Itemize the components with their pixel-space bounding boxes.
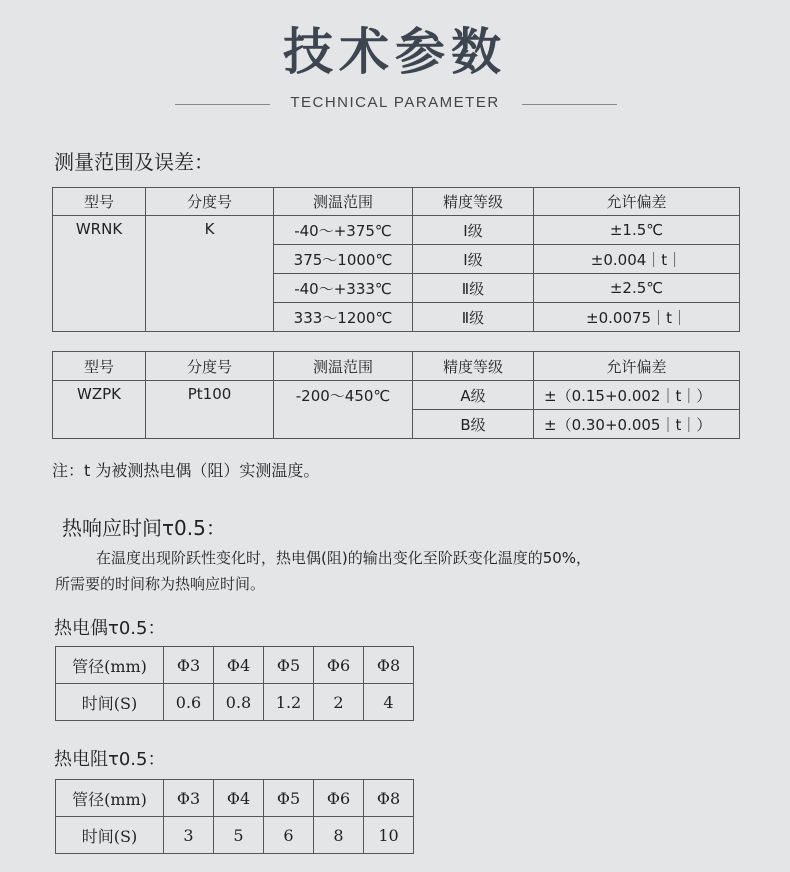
table-row — [56, 780, 414, 817]
range-cell: 375～1000℃ — [274, 245, 413, 274]
time-cell: 5 — [214, 817, 264, 854]
diameter-cell: Φ8 — [364, 647, 414, 684]
subtitle-row — [0, 94, 790, 116]
model-cell: WRNK — [53, 216, 146, 332]
header-range: 测温范围 — [274, 188, 413, 216]
tolerance-cell: ±0.0075｜t｜ — [534, 303, 740, 332]
header-grade: 精度等级 — [413, 188, 534, 216]
rtd-heading: 热电阻τ0.5： — [54, 749, 166, 770]
subtitle-divider-right — [522, 104, 617, 105]
header-index: 分度号 — [146, 188, 274, 216]
table-row — [56, 647, 414, 684]
grade-cell: Ⅰ级 — [413, 245, 534, 274]
time-label: 时间(S) — [56, 684, 164, 721]
index-cell: Pt100 — [146, 381, 274, 439]
diameter-cell: Φ6 — [314, 647, 364, 684]
measure-note: 注：t 为被测热电偶（阻）实测温度。 — [52, 461, 320, 480]
tolerance-cell: ±（0.30+0.005｜t｜） — [534, 410, 740, 439]
thermocouple-heading: 热电偶τ0.5： — [54, 618, 166, 639]
grade-cell: A级 — [413, 381, 534, 410]
grade-cell: Ⅰ级 — [413, 216, 534, 245]
grade-cell: B级 — [413, 410, 534, 439]
page-subtitle: TECHNICAL PARAMETER — [290, 94, 500, 111]
time-cell: 6 — [264, 817, 314, 854]
time-cell: 3 — [164, 817, 214, 854]
thermocouple-response-table — [55, 646, 414, 721]
response-paragraph-line2: 所需要的时间称为热响应时间。 — [55, 575, 266, 593]
header-model: 型号 — [53, 188, 146, 216]
time-label: 时间(S) — [56, 817, 164, 854]
tolerance-cell: ±0.004｜t｜ — [534, 245, 740, 274]
table-header-row — [53, 188, 740, 216]
diameter-label: 管径(mm) — [56, 780, 164, 817]
table-row — [53, 381, 740, 410]
grade-cell: Ⅱ级 — [413, 274, 534, 303]
measure-heading: 测量范围及误差： — [54, 150, 214, 174]
diameter-cell: Φ5 — [264, 780, 314, 817]
thermocouple-tolerance-table — [52, 187, 740, 332]
time-cell: 0.6 — [164, 684, 214, 721]
grade-cell: Ⅱ级 — [413, 303, 534, 332]
time-cell: 2 — [314, 684, 364, 721]
table-row — [53, 216, 740, 245]
tolerance-cell: ±1.5℃ — [534, 216, 740, 245]
index-cell: K — [146, 216, 274, 332]
header-tolerance: 允许偏差 — [534, 352, 740, 381]
header-model: 型号 — [53, 352, 146, 381]
rtd-tolerance-table — [52, 351, 740, 439]
time-cell: 10 — [364, 817, 414, 854]
diameter-label: 管径(mm) — [56, 647, 164, 684]
diameter-cell: Φ3 — [164, 647, 214, 684]
diameter-cell: Φ4 — [214, 647, 264, 684]
range-cell: -40～+333℃ — [274, 274, 413, 303]
tolerance-cell: ±2.5℃ — [534, 274, 740, 303]
diameter-cell: Φ4 — [214, 780, 264, 817]
header-index: 分度号 — [146, 352, 274, 381]
rtd-response-table — [55, 779, 414, 854]
time-cell: 4 — [364, 684, 414, 721]
time-cell: 8 — [314, 817, 364, 854]
diameter-cell: Φ6 — [314, 780, 364, 817]
table-row — [56, 684, 414, 721]
header-tolerance: 允许偏差 — [534, 188, 740, 216]
header-range: 测温范围 — [274, 352, 413, 381]
model-cell: WZPK — [53, 381, 146, 439]
diameter-cell: Φ3 — [164, 780, 214, 817]
time-cell: 1.2 — [264, 684, 314, 721]
response-heading: 热响应时间τ0.5： — [62, 516, 226, 540]
response-paragraph-line1: 在温度出现阶跃性变化时，热电偶(阻)的输出变化至阶跃变化温度的50%， — [96, 549, 592, 567]
time-cell: 0.8 — [214, 684, 264, 721]
header-grade: 精度等级 — [413, 352, 534, 381]
range-cell: -40～+375℃ — [274, 216, 413, 245]
range-cell: 333～1200℃ — [274, 303, 413, 332]
diameter-cell: Φ8 — [364, 780, 414, 817]
table-row — [56, 817, 414, 854]
range-cell: -200～450℃ — [274, 381, 413, 439]
page-title: 技术参数 — [283, 23, 507, 81]
tolerance-cell: ±（0.15+0.002｜t｜） — [534, 381, 740, 410]
table-header-row — [53, 352, 740, 381]
diameter-cell: Φ5 — [264, 647, 314, 684]
